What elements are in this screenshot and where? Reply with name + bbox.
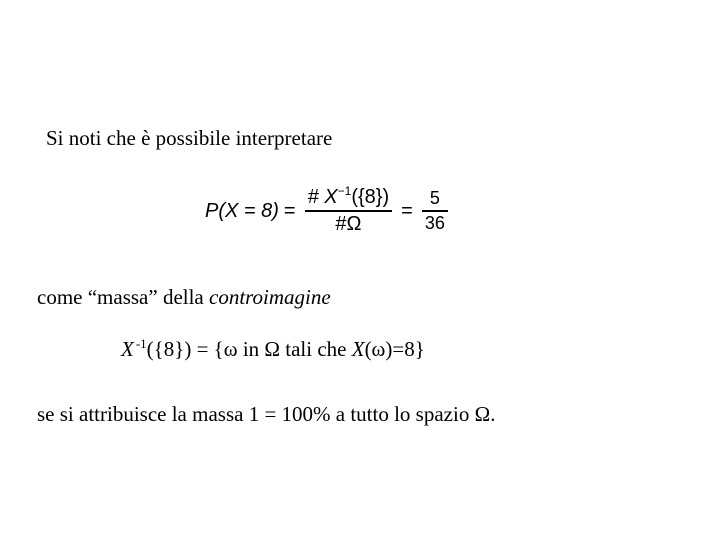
result-fraction-bar bbox=[422, 210, 448, 212]
preimage-sup: -1 bbox=[135, 336, 147, 351]
controimagine-word: controimagine bbox=[209, 285, 331, 309]
numerator-pre: # X bbox=[307, 186, 338, 209]
formula-fraction bbox=[305, 184, 393, 235]
probability-formula bbox=[205, 180, 452, 242]
formula-lhs: P(X = 8) bbox=[205, 199, 279, 222]
numerator-sup: −1 bbox=[337, 184, 352, 199]
preimage-definition bbox=[121, 336, 425, 361]
formula-equals-2: = bbox=[401, 199, 413, 222]
preimage-var: X bbox=[121, 337, 134, 361]
intro-text: Si noti che è possibile interpretare bbox=[46, 126, 333, 150]
numerator-post: ({8}) bbox=[351, 186, 390, 209]
preimage-var2: X bbox=[351, 337, 365, 361]
preimage-rest-a: ({8}) = {ω in Ω tali che bbox=[146, 337, 352, 361]
result-fraction bbox=[422, 189, 448, 232]
result-numerator: 5 bbox=[429, 188, 440, 209]
massa-line bbox=[37, 287, 331, 308]
result-denominator: 36 bbox=[424, 212, 445, 233]
closing-text: se si attribuisce la massa 1 = 100% a tutto lo spazio Ω. bbox=[37, 402, 496, 426]
preimage-rest-b: (ω)=8} bbox=[364, 337, 425, 361]
fraction-bar bbox=[305, 210, 393, 212]
formula-equals-1: = bbox=[283, 199, 296, 222]
formula-denominator: #Ω bbox=[335, 212, 362, 235]
formula-numerator bbox=[305, 184, 393, 209]
massa-prefix: come “massa” della bbox=[37, 285, 209, 309]
